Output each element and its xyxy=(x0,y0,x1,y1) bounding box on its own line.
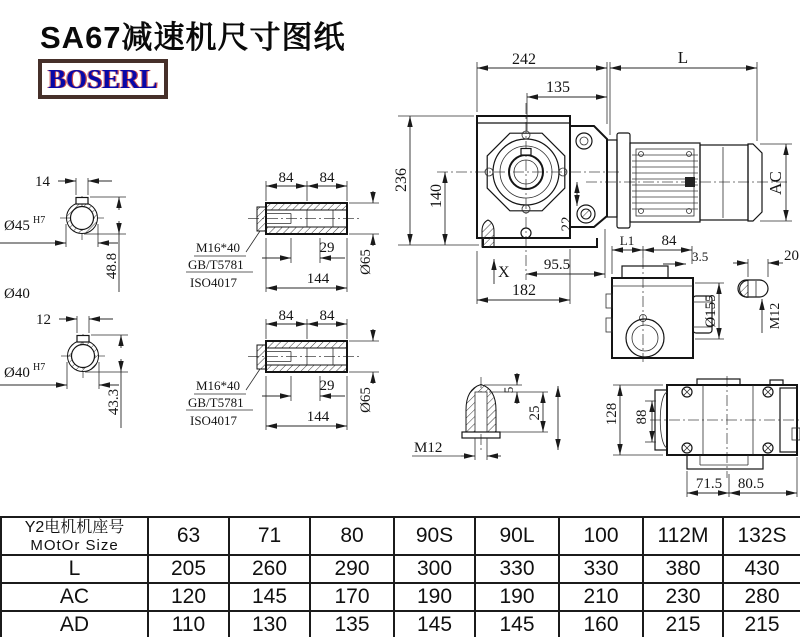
hollow-shaft-top-view xyxy=(186,170,379,292)
keyway-notch xyxy=(76,198,88,205)
dim-left: 71.5 xyxy=(695,476,723,492)
dim-axis-height: 140 xyxy=(428,184,445,208)
brand-logo-text: BOSERL xyxy=(48,64,158,94)
motor-rear-housing xyxy=(700,145,748,220)
output-keyway xyxy=(521,149,531,156)
dim-total-len: 144 xyxy=(306,409,330,425)
table-cell: 145 xyxy=(475,611,559,637)
mount-ear xyxy=(482,220,494,247)
table-cell: 110 xyxy=(148,611,229,637)
table-cell: 190 xyxy=(475,583,559,611)
motor-flange xyxy=(617,133,630,228)
dim-thread: M12 xyxy=(768,302,783,330)
table-cell: 210 xyxy=(559,583,643,611)
dim-thread-len: 25 xyxy=(527,405,543,421)
bolt-spec-label: M16*40 xyxy=(196,378,241,393)
dim-3-5: 3.5 xyxy=(692,249,709,264)
table-cell: 120 xyxy=(148,583,229,611)
col-header: 112M xyxy=(643,517,723,555)
table-cell: 280 xyxy=(723,583,800,611)
dim-gearbox-depth: 182 xyxy=(512,282,536,299)
row-header-cell xyxy=(1,517,148,555)
dim-motor-length: L xyxy=(677,48,689,67)
dim-bore-dia: Ø40 xyxy=(4,365,30,381)
table-cell: 230 xyxy=(643,583,723,611)
table-cell: 300 xyxy=(394,555,475,583)
adapter-hole xyxy=(576,133,592,149)
col-header: 132S xyxy=(723,517,800,555)
table-cell: 160 xyxy=(559,611,643,637)
dim-total-len: 144 xyxy=(306,271,330,287)
mount-mark-label: X xyxy=(498,264,510,281)
table-cell: 215 xyxy=(723,611,800,637)
gearbox-side-body xyxy=(612,278,693,358)
col-header: 80 xyxy=(310,517,394,555)
dim-len-right: 84 xyxy=(319,170,335,186)
dim-plug-thread: M12 xyxy=(414,440,443,456)
table-cell: 130 xyxy=(229,611,310,637)
retaining-bolt xyxy=(257,345,266,369)
dim-motor-dia: AC xyxy=(766,171,785,195)
dim-gearbox-height: 236 xyxy=(393,168,410,192)
bolt-standard-label: GB/T5781 xyxy=(188,257,244,272)
row-label: L xyxy=(1,555,148,583)
row-label: AC xyxy=(1,583,148,611)
dim-adapter-offset: 22 xyxy=(559,216,575,232)
table-cell: 215 xyxy=(643,611,723,637)
hollow-shaft-bottom-view xyxy=(186,308,379,430)
gearbox-housing xyxy=(477,116,570,238)
bolt-iso-label: ISO4017 xyxy=(190,275,237,290)
dim-bore-depth: 29 xyxy=(319,378,335,394)
dim-key-width: 12 xyxy=(36,312,51,328)
table-cell: 330 xyxy=(559,555,643,583)
table-row xyxy=(1,555,800,583)
retaining-bolt xyxy=(257,207,266,231)
bolt-spec-label: M16*40 xyxy=(196,240,241,255)
col-header: 71 xyxy=(229,517,310,555)
dim-bore-tolerance: H7 xyxy=(33,362,46,373)
front-view xyxy=(393,48,792,304)
dim-flange-offset: 135 xyxy=(546,79,570,96)
table-row xyxy=(1,611,800,637)
dim-len-left: 84 xyxy=(278,308,294,324)
row-header-en: MOtOr Size xyxy=(30,537,119,554)
dim-key-width: 14 xyxy=(35,174,50,190)
keyway-notch xyxy=(77,336,89,343)
dim-l1: L1 xyxy=(619,233,635,248)
table-cell: 145 xyxy=(394,611,475,637)
shaft-section-bottom-view xyxy=(0,312,128,428)
dim-gearbox-width: 242 xyxy=(512,51,536,68)
page-title: SA67减速机尺寸图纸 xyxy=(40,20,346,55)
table-cell: 330 xyxy=(475,555,559,583)
dim-len-right: 84 xyxy=(319,308,335,324)
col-header: 90S xyxy=(394,517,475,555)
col-header: 63 xyxy=(148,517,229,555)
table-cell: 190 xyxy=(394,583,475,611)
table-cell: 260 xyxy=(229,555,310,583)
table-header-row xyxy=(1,517,800,555)
table-cell: 135 xyxy=(310,611,394,637)
brand-logo xyxy=(38,59,168,99)
table-cell: 170 xyxy=(310,583,394,611)
motor-size-table xyxy=(0,516,800,637)
table-cell: 145 xyxy=(229,583,310,611)
dim-bore-tolerance: H7 xyxy=(33,215,46,226)
dim-slot-len: 20 xyxy=(784,248,799,264)
dim-key-depth: 43.3 xyxy=(106,388,122,416)
table-cell: 290 xyxy=(310,555,394,583)
plug-detail-view xyxy=(412,373,558,460)
dim-shaft-dia: Ø40 xyxy=(4,286,30,302)
dim-right: 80.5 xyxy=(737,476,765,492)
dim-inner-width: 88 xyxy=(634,409,650,425)
top-view xyxy=(604,376,800,497)
table-cell: 380 xyxy=(643,555,723,583)
dim-outer-dia: Ø65 xyxy=(358,387,374,413)
dim-84: 84 xyxy=(661,233,677,249)
dim-95-5: 95.5 xyxy=(543,257,571,273)
dim-len-left: 84 xyxy=(278,170,294,186)
dim-bore-dia: Ø45 xyxy=(4,218,30,234)
col-header: 100 xyxy=(559,517,643,555)
shaft-section-top-view xyxy=(0,174,126,302)
dim-key-depth: 48.8 xyxy=(104,252,120,280)
dim-bore-depth: 29 xyxy=(319,240,335,256)
row-label: AD xyxy=(1,611,148,637)
side-view xyxy=(606,233,799,362)
dim-body-width: 128 xyxy=(604,402,620,426)
plug-stud xyxy=(475,392,487,432)
dim-outer-dia: Ø65 xyxy=(358,249,374,275)
table-cell: 430 xyxy=(723,555,800,583)
motor-key-block xyxy=(685,177,695,187)
table-cell: 205 xyxy=(148,555,229,583)
bolt-iso-label: ISO4017 xyxy=(190,413,237,428)
row-header-cn: Y2电机机座号 xyxy=(24,519,125,536)
gearbox-foot xyxy=(483,238,597,247)
col-header: 90L xyxy=(475,517,559,555)
fan-cover xyxy=(748,144,762,221)
table-row xyxy=(1,583,800,611)
bolt-standard-label: GB/T5781 xyxy=(188,395,244,410)
mount-face xyxy=(687,455,763,469)
dim-tip-len: 5 xyxy=(501,386,516,394)
top-boss xyxy=(622,266,668,278)
dim-flange-dia: Ø155 xyxy=(703,294,719,328)
